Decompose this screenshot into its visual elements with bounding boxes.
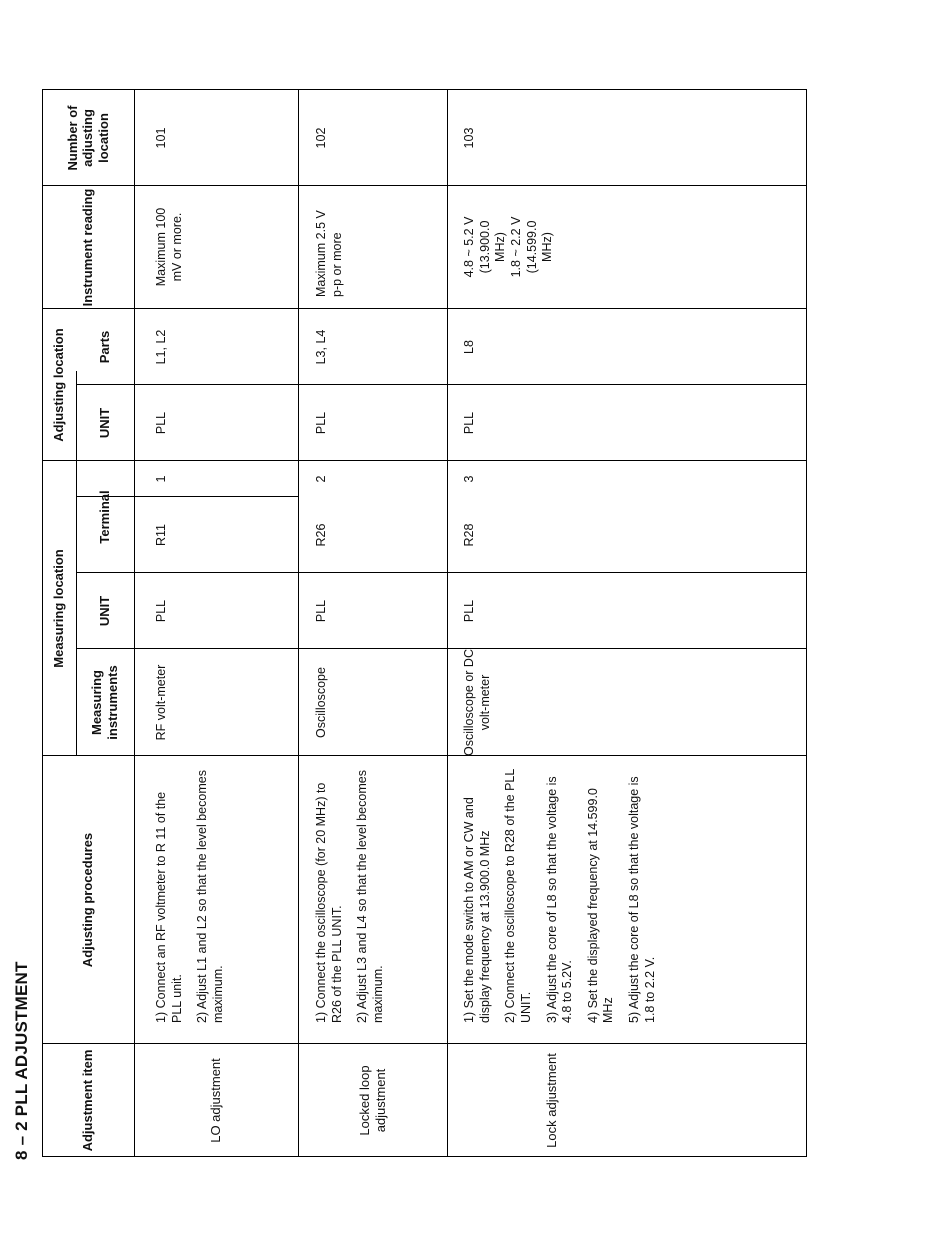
- procedure-step: 1) Set the mode switch to AM or CW and display frequency at 13.900.0 MHz: [462, 797, 492, 1023]
- measuring-unit: PLL: [154, 599, 168, 623]
- reading-line: MHz): [540, 232, 555, 262]
- column-divider: [76, 572, 807, 573]
- header-measuring-unit: UNIT: [97, 595, 113, 627]
- header-divider: [134, 89, 135, 1157]
- adjustment-item: Locked loop adjustment: [356, 1065, 388, 1136]
- instrument-reading: Maximum 100 mV or more.: [154, 207, 184, 287]
- reading-line: MHz): [493, 232, 508, 262]
- adjustment-item: Lock adjustment: [544, 1053, 560, 1148]
- procedure-step: 4) Set the displayed frequency at 14.599.0 MHz: [585, 788, 616, 1023]
- measuring-instrument: Oscilloscope or DC volt-meter: [462, 649, 492, 756]
- procedures: [462, 768, 668, 1023]
- header-measuring-location: Measuring location: [51, 549, 67, 668]
- procedures: [154, 768, 237, 1023]
- column-divider: [76, 384, 807, 385]
- terminal: R26: [314, 523, 328, 547]
- terminal-number: 1: [154, 475, 168, 483]
- procedure-step: 1) Connect an RF voltmeter to R 11 of the PLL unit.: [154, 791, 184, 1023]
- procedures: [314, 768, 397, 1023]
- header-adjusting-procedures: Adjusting procedures: [80, 832, 96, 968]
- procedure-step: 2) Connect the oscilloscope to R28 of the PLL UNIT.: [503, 769, 533, 1023]
- header-measuring-instruments: Measuring instruments: [89, 665, 120, 740]
- reading-line: 1.8 ~ 2.2 V: [508, 216, 523, 278]
- procedure-step: 3) Adjust the core of L8 so that the voltage is 4.8 to 5.2V.: [544, 776, 575, 1023]
- reading-line: (13.900.0: [477, 220, 492, 274]
- adjusting-parts: L8: [462, 340, 476, 354]
- measuring-instrument: Oscilloscope: [314, 667, 328, 738]
- location-number: 101: [154, 127, 168, 149]
- adjusting-unit: PLL: [314, 411, 328, 435]
- terminal: R28: [462, 523, 476, 547]
- procedure-step: 2) Adjust L3 and L4 so that the level becomes maximum.: [355, 770, 385, 1023]
- terminal-number: 2: [314, 475, 328, 483]
- terminal: R11: [154, 524, 168, 547]
- header-terminal: Terminal: [97, 490, 113, 544]
- location-number: 103: [462, 127, 476, 149]
- procedure-step: 2) Adjust L1 and L2 so that the level becomes maximum.: [195, 770, 225, 1023]
- reading-line: 4.8 ~ 5.2 V: [462, 216, 476, 278]
- measuring-unit: PLL: [314, 599, 328, 623]
- terminal-number: 3: [462, 475, 476, 483]
- adjustment-table: [42, 89, 807, 1157]
- header-parts: Parts: [97, 330, 113, 364]
- procedure-step: 1) Connect the oscilloscope (for 20 MHz) to R26 of the PLL UNIT.: [314, 782, 344, 1023]
- location-number: 102: [314, 127, 328, 149]
- instrument-reading: [462, 197, 556, 297]
- adjusting-unit: PLL: [462, 411, 476, 435]
- adjusting-parts: L3, L4: [314, 329, 328, 365]
- instrument-reading: Maximum 2.5 V p-p or more: [314, 210, 344, 297]
- adjusting-parts: L1, L2: [154, 329, 168, 365]
- reading-line: (14.599.0: [524, 220, 539, 274]
- measuring-instrument: RF volt-meter: [154, 664, 168, 741]
- measuring-unit: PLL: [462, 599, 476, 623]
- column-divider: [76, 648, 807, 649]
- header-instrument-reading: Instrument reading: [80, 188, 96, 307]
- page-title: 8 – 2 PLL ADJUSTMENT: [12, 961, 31, 1160]
- header-number-of-location: Number of adjusting location: [64, 105, 111, 171]
- adjustment-item: LO adjustment: [208, 1058, 224, 1143]
- adjusting-unit: PLL: [154, 411, 168, 435]
- header-adjusting-unit: UNIT: [97, 407, 113, 439]
- table-border-bottom: [806, 89, 807, 1157]
- row-divider: [298, 89, 299, 1157]
- procedure-step: 5) Adjust the core of L8 so that the voltage is 1.8 to 2.2 V.: [627, 776, 657, 1023]
- row-divider: [447, 89, 448, 1157]
- header-adjustment-item: Adjustment item: [80, 1049, 96, 1152]
- header-adjusting-location: Adjusting location: [51, 328, 67, 442]
